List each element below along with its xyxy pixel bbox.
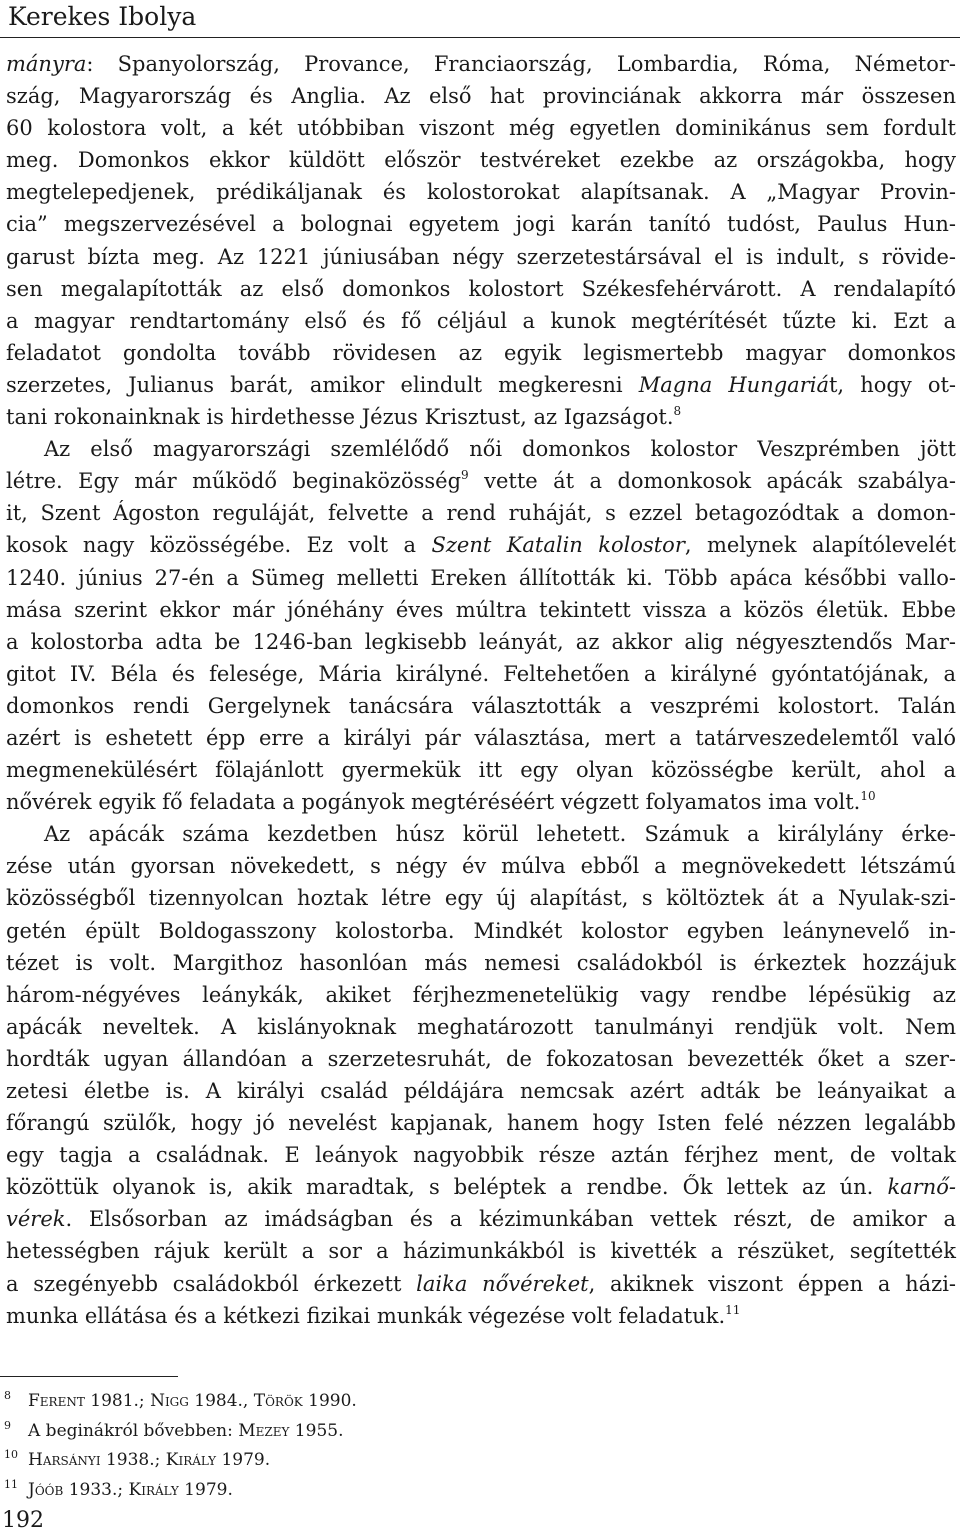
text-line <box>6 1300 956 1332</box>
text-line: a magyar rendtartomány első és fő céljául a kunok megtérítését tűzte ki. Ezt a <box>6 308 956 333</box>
text-span: nővérek egyik fő feladata a pogányok megtéréséért végzett folyamatos ima volt. <box>6 790 861 815</box>
citation-year: 1933.; <box>63 1479 129 1500</box>
footnote-11 <box>4 1473 904 1503</box>
footnote-8 <box>4 1384 904 1414</box>
italic-term: Szent Katalin kolostor <box>431 533 685 558</box>
text-span: kosok nagy közösségébe. Ez volt a <box>6 533 432 558</box>
text-line: mása szerint ekkor már jónéhány éves múltra tekintett vissza a közös életük. Ebbe <box>6 597 956 622</box>
header-rule <box>0 37 960 38</box>
italic-term: karnő- <box>887 1175 956 1200</box>
text-span: a szegényebb családokból érkezett <box>6 1271 417 1296</box>
footnote-ref[interactable]: 9 <box>461 468 469 483</box>
author-name: Király <box>128 1479 179 1500</box>
author-name: Harsányi <box>28 1450 101 1471</box>
text-span: : Spanyolország, Provance, Franciaország, Lombardia, Róma, Németor- <box>86 52 956 76</box>
footnote-ref[interactable]: 10 <box>860 789 876 804</box>
text-line: garust bízta meg. Az 1221 júniusában négy szerzetestársával el is indult, s rövide- <box>6 244 956 269</box>
footnote-10 <box>4 1443 904 1473</box>
italic-term: vérek <box>6 1207 66 1232</box>
text-line <box>6 48 956 80</box>
text-line: meg. Domonkos ekkor küldött először testvéreket ezekbe az országokba, hogy <box>6 148 956 173</box>
text-span: szerzetes, Julianus barát, amikor elindult megkeresni <box>6 372 639 397</box>
text-line: megmenekülésért fölajánlott gyermekük itt egy olyan közösségbe került, ahol a <box>6 758 956 783</box>
italic-term: laika nővéreket <box>416 1271 589 1296</box>
italic-term: Magna Hungariá <box>638 372 829 397</box>
text-line <box>6 1171 956 1203</box>
footnote-ref[interactable]: 11 <box>725 1302 741 1317</box>
text-line: közösségből tizennyolcan hoztak létre egy új alapítást, s költöztek át a Nyulak-szi- <box>6 886 956 911</box>
footnote-rule <box>0 1376 178 1377</box>
footnote-number: 10 <box>4 1448 18 1462</box>
text-span: tani rokonainknak is hirdethesse Jézus Krisztust, az Igazságot. <box>6 405 674 430</box>
author-name: Jóób <box>28 1479 64 1500</box>
text-line: szág, Magyarország és Anglia. Az első hat provinciának akkorra már összesen <box>6 84 956 109</box>
text-line: sen megalapították az első domonkos kolostort Székesfehérvárott. A rendalapító <box>6 276 956 301</box>
text-span: , akiknek viszont éppen a házi- <box>588 1271 957 1296</box>
text-line <box>6 369 956 401</box>
text-span: munka ellátása és a kétkezi fizikai munkák végezése volt feladatuk. <box>6 1303 726 1328</box>
text-span: t, hogy ot- <box>828 372 957 397</box>
citation-year: 1981.; <box>84 1391 151 1411</box>
footnotes <box>4 1384 904 1502</box>
text-line: három-négyéves leánykák, akiket férjhezmenetelükig vagy rendbe lépésükig az <box>6 982 956 1007</box>
text-line: azért is eshetett épp erre a királyi pár választása, mert a tatárveszedelemtől való <box>6 725 956 750</box>
text-line <box>6 465 956 497</box>
text-line <box>6 786 956 818</box>
text-line: főrangú szülők, hogy jó nevelést kapjanak, hanem hogy Isten felé nézzen legalább <box>6 1111 956 1136</box>
paragraph-first-line: Az apácák száma kezdetben húsz körül lehetett. Számuk a királylány érke- <box>44 822 956 847</box>
footnote-number: 11 <box>4 1477 18 1491</box>
text-line: tézet is volt. Margithoz hasonlóan más nemesi családokból is érkeztek hozzájuk <box>6 950 956 975</box>
text-line: gitot IV. Béla és felesége, Mária királyné. Feltehetően a királyné gyóntatójának, a <box>6 661 956 686</box>
author-name: Király <box>165 1450 217 1471</box>
footnote-text: A beginákról bővebben: <box>28 1420 239 1441</box>
text-line: 1240. június 27-én a Sümeg melletti Ereken állították ki. Több apáca későbbi vallo- <box>6 565 956 590</box>
italic-term: mányra <box>6 52 87 76</box>
author-name: Nigg <box>150 1391 189 1411</box>
text-line: it, Szent Ágoston reguláját, felvette a rend ruháját, s ezzel betagozódtak a domon- <box>6 501 956 526</box>
citation-year: 1984., <box>188 1391 254 1411</box>
text-line <box>6 401 956 433</box>
text-line <box>6 1203 956 1235</box>
text-line: hetességben rájuk került a sor a házimunkákból is kivették a részüket, segítették <box>6 1239 956 1264</box>
text-span: vette át a domonkosok apácák szabálya- <box>468 469 956 494</box>
page-number: 192 <box>2 1508 44 1533</box>
citation-year: 1938.; <box>100 1450 166 1471</box>
text-line: egy tagja a családnak. E leányok nagyobbik része aztán férjhez ment, de voltak <box>6 1143 956 1168</box>
text-span: létre. Egy már működő beginaközösség <box>6 469 462 494</box>
text-line <box>6 1268 956 1300</box>
text-line: apácák neveltek. A kislányoknak meghatározott tanulmányi rendjük volt. Nem <box>6 1014 956 1039</box>
text-span: közöttük olyanok is, akik maradtak, s beléptek a rendbe. Ők lettek az ún. <box>6 1175 888 1200</box>
footnote-number: 9 <box>4 1418 11 1432</box>
footnote-ref[interactable]: 8 <box>673 404 682 419</box>
running-head: Kerekes Ibolya <box>8 2 197 31</box>
text-line: cia” megszervezésével a bolognai egyetem jogi karán tanító tudóst, Paulus Hun- <box>6 212 956 237</box>
footnote-9 <box>4 1414 904 1444</box>
text-line: zetesi életbe is. A királyi család példájára nemcsak azért adták be leányaikat a <box>6 1079 956 1103</box>
paragraph-first-line: Az első magyarországi szemlélődő női domonkos kolostor Veszprémben jött <box>44 437 956 462</box>
citation-year: 1990. <box>302 1391 357 1411</box>
text-line: megtelepedjenek, prédikáljanak és kolostorokat alapítsanak. A „Magyar Provin- <box>6 180 956 205</box>
author-name: Ferent <box>28 1391 85 1411</box>
text-line <box>6 529 956 561</box>
citation-year: 1979. <box>178 1479 233 1500</box>
footnote-number: 8 <box>4 1389 11 1402</box>
text-line: hordták ugyan állandóan a szerzetesruhát, de fokozatosan bevezették őket a szer- <box>6 1046 956 1071</box>
text-line: domonkos rendi Gergelynek tanácsára választották a veszprémi kolostort. Talán <box>6 693 956 718</box>
main-text <box>6 48 956 1332</box>
text-span: , melynek alapítólevelét <box>684 533 957 558</box>
text-line: a kolostorba adta be 1246-ban legkisebb leányát, az akkor alig négyesztendős Mar- <box>6 629 956 654</box>
citation-year: 1979. <box>216 1450 271 1471</box>
citation-year: 1955. <box>289 1420 344 1441</box>
text-line: feladatot gondolta tovább rövidesen az egyik legismertebb magyar domonkos <box>6 340 956 365</box>
author-name: Török <box>253 1391 303 1411</box>
text-line: 60 kolostora volt, a két utóbbiban viszont még egyetlen dominikánus sem fordult <box>6 116 956 141</box>
text-span: . Elsősorban az imádságban és a kézimunkában vettek részt, de amikor a <box>65 1207 956 1232</box>
text-line: getén épült Boldogasszony kolostorba. Mindkét kolostor egyben leánynevelő in- <box>6 918 956 943</box>
author-name: Mezey <box>238 1420 290 1441</box>
text-line: zése után gyorsan növekedett, s négy év múlva ebből a megnövekedett létszámú <box>6 854 956 879</box>
